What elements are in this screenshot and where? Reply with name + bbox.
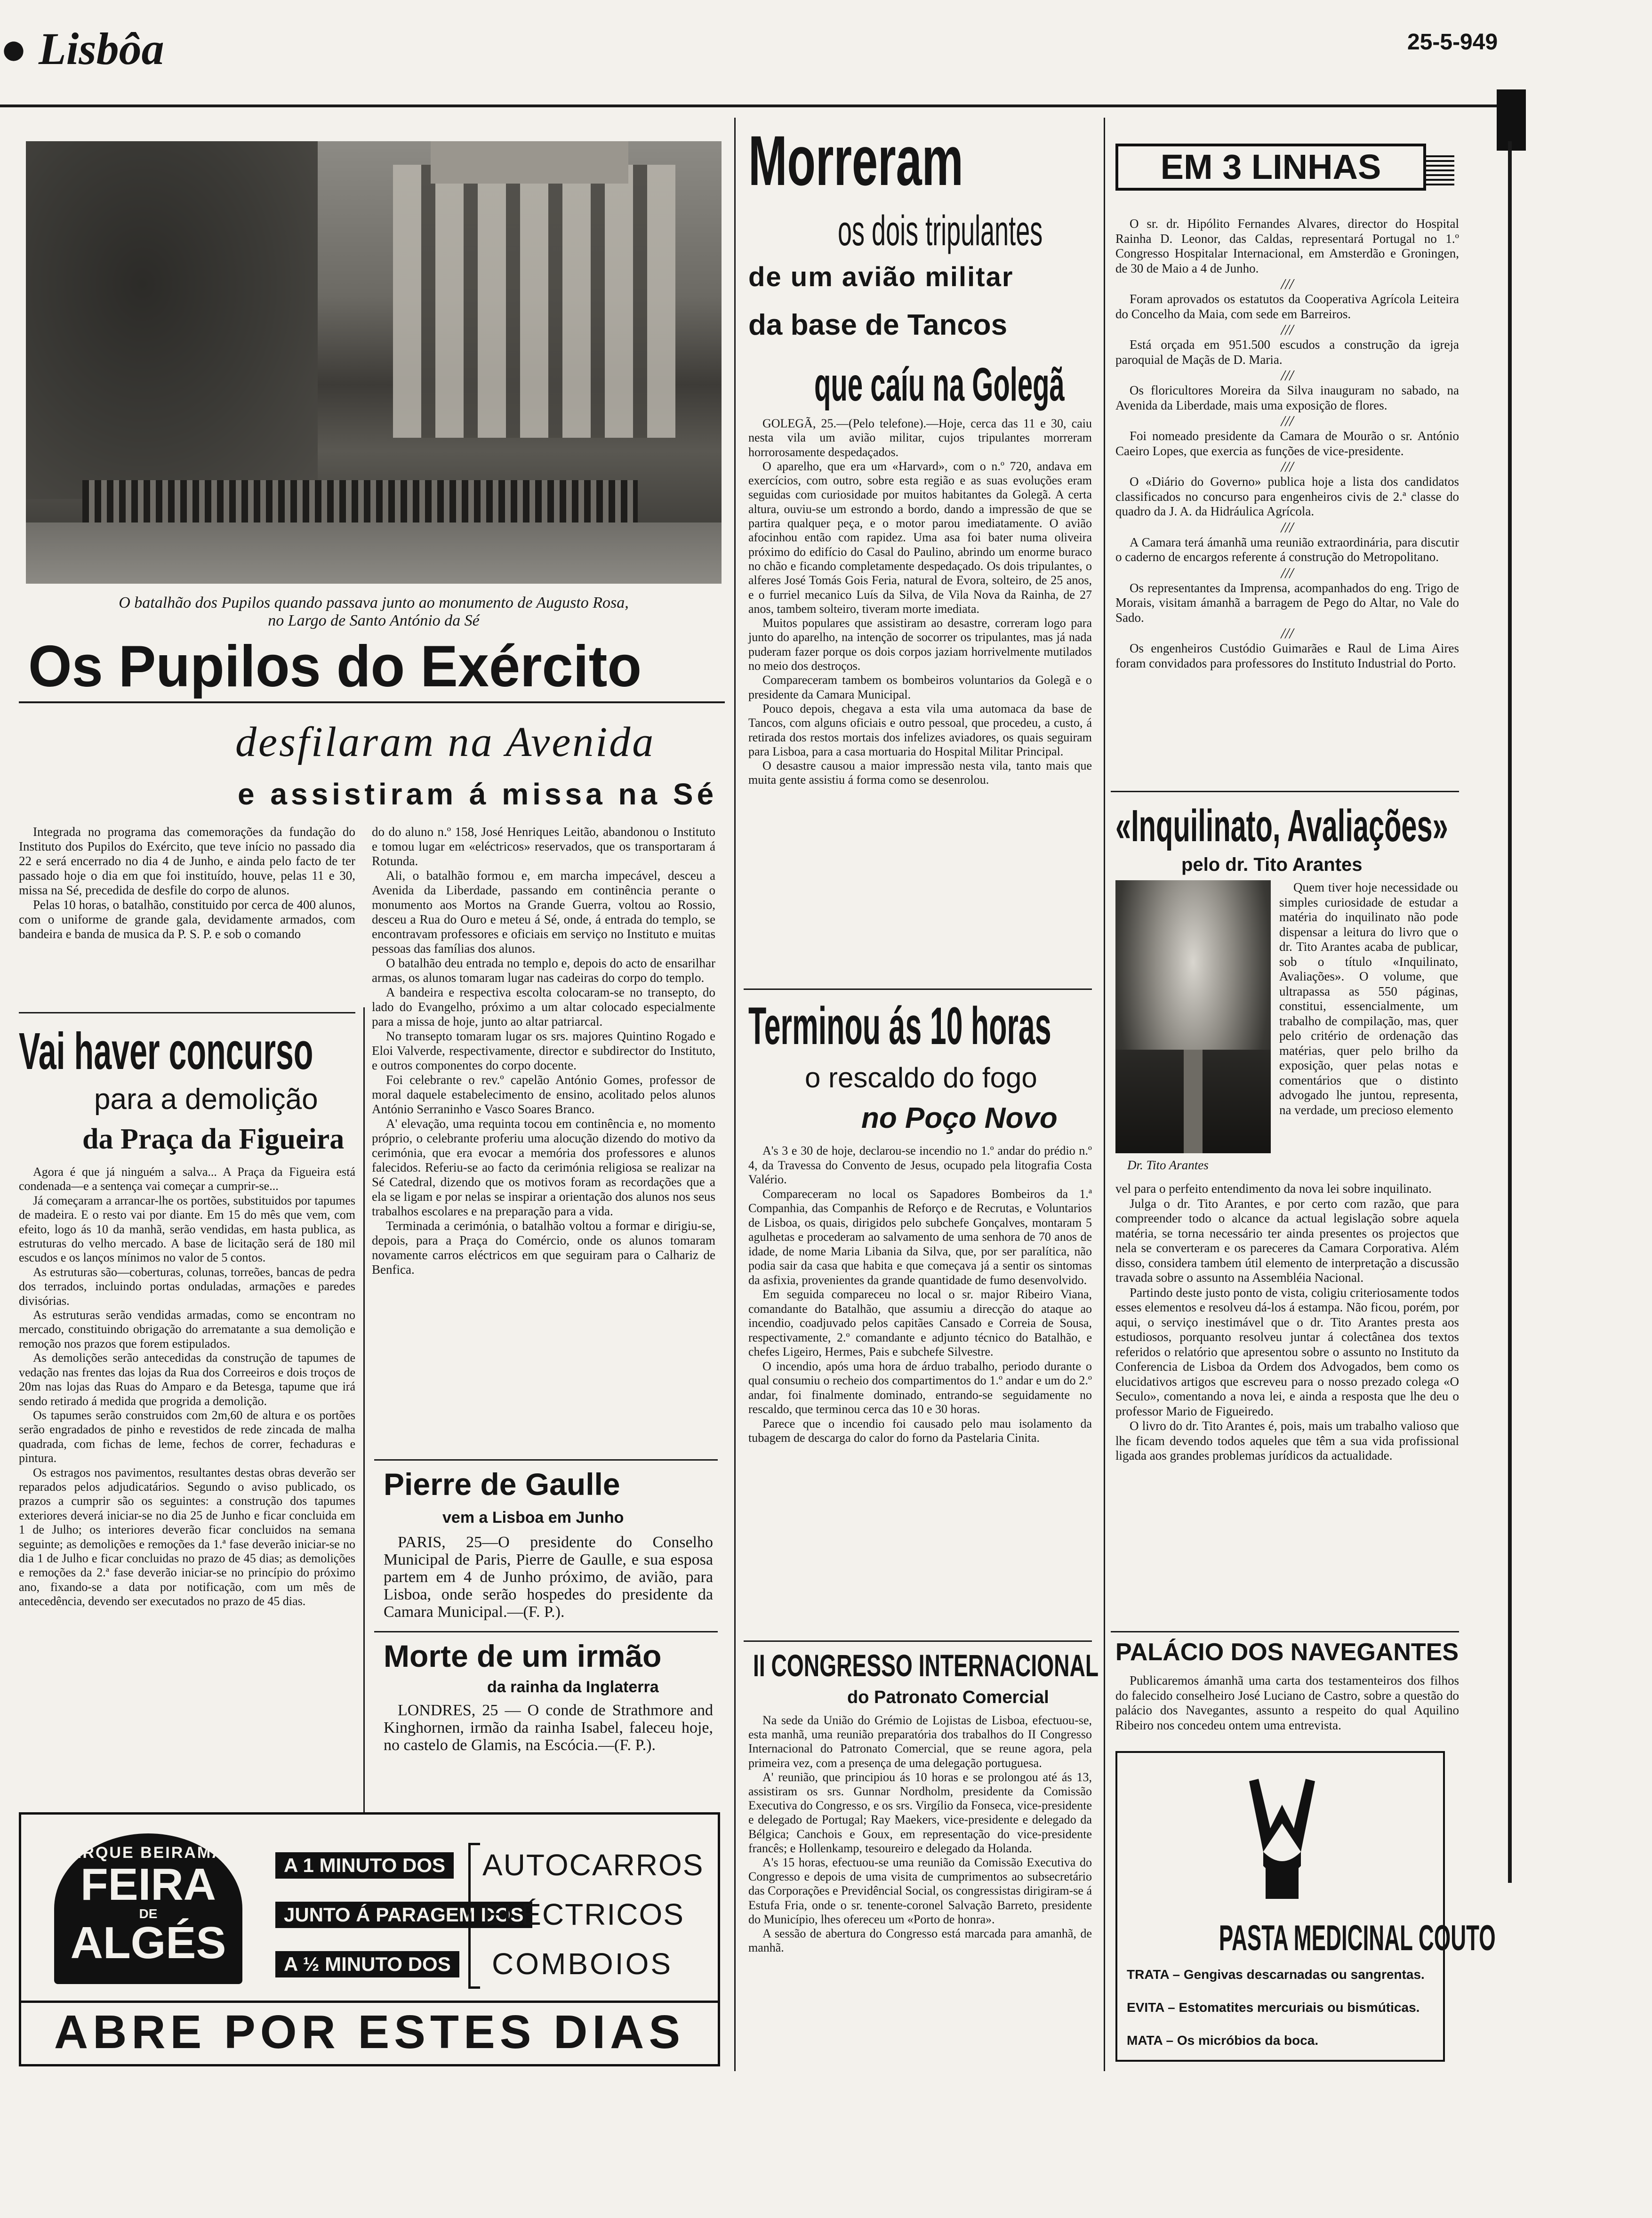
brief-separator: ///	[1281, 518, 1294, 536]
pupilos-subhead-1: desfilaram na Avenida	[235, 719, 656, 765]
brief-item: A Camara terá ámanhã uma reunião extraordinária, para discutir o caderno de encargos referente á construção do Metropolitano.	[1115, 535, 1459, 564]
brief-separator: ///	[1281, 458, 1294, 475]
brief-separator: ///	[1281, 321, 1294, 338]
em3linhas-title-box	[1115, 144, 1426, 191]
inquilinato-headline	[1115, 800, 1459, 852]
concurso-subhead-1: para a demolição	[94, 1083, 318, 1116]
paragraph: Compareceram no local os Sapadores Bombeiros da 1.ª Companhia, das Companhis de Reforço e de Recrutas, e Voluntarios de Lisboa, os quais, dirigidos pelo subchefe Gonçalves, montaram 5 agulhetas e procederam ao salvamento de uma senhora de 70 anos de idade, de nome Maria Libania da Silva, que, por ser paralítica, não podia sair da casa que habita e que começava já a sentir os sintomas da asfixia, provenientes da grande quantidade de fumo desenvolvido.	[748, 1187, 1092, 1287]
paragraph: Pelas 10 horas, o batalhão, constituido por cerca de 400 alunos, com o uniforme de grande gala, devidamente armados, com bandeira e banda de musica da P. S. P. e sob o comando	[19, 898, 355, 941]
ad-feira-row-3-left: A ½ MINUTO DOS	[275, 1951, 459, 1977]
paragraph: Já começaram a arrancar-lhe os portões, substituidos por tapumes de madeira. E o resto vai por diante. Em 15 do mês que vem, com efeito, logo ás 10 da manhã, serão vendidas, em hasta publica, as estruturas do velho mercado. A base de licitação será de 180 mil escudos e os lanços mínimos no valor de 5 contos.	[19, 1193, 355, 1265]
brief-separator: ///	[1281, 412, 1294, 429]
paragraph: Compareceram tambem os bombeiros voluntarios da Golegã e o presidente da Camara Municipal.	[748, 673, 1092, 701]
couto-title-wrap	[1127, 1918, 1496, 1960]
tancos-sub4	[814, 358, 1092, 410]
brief-item: O sr. dr. Hipólito Fernandes Alvares, director do Hospital Rainha D. Leonor, das Caldas, representará Portugal no 1.º Congresso Hospitalar Internacional, em Amsterdão e Groningen, de 30 de Maio a 4 de Junho.	[1115, 217, 1459, 275]
fogo-subhead-1: o rescaldo do fogo	[805, 1062, 1037, 1093]
header-rule	[0, 104, 1497, 107]
inquilinato-headline-text: «Inquilinato, Avaliações»	[1115, 801, 1448, 851]
paragraph: Ali, o batalhão formou e, em marcha impecável, desceu a Avenida da Liberdade, passando em continência perante o monumento aos Mortos na Grande Guerra, voltou ao Rossio, desceu a Rua do Ouro e meteu á Sé, onde, á entrada do templo, se encontravam professores e oficiais em serviço no Instituto e muitas pessoas das famílias dos alunos.	[372, 868, 715, 956]
tancos-sub3: da base de Tancos	[748, 309, 1008, 341]
navegantes-body: Publicaremos ámanhã uma carta dos testamenteiros dos filhos do falecido conselheiro José Luciano de Castro, sobre a questão do palácio dos Navegantes, assunto a respeito do qual Aquilino Ribeiro nos concedeu ontem uma entrevista.	[1115, 1673, 1459, 1732]
paragraph: Os tapumes serão construidos com 2m,60 de altura e os portões serão engradados de pinho e revestidos de rede zincada de malha quadrada, com fichas de leme, fechos de correr, fechaduras e pintura.	[19, 1408, 355, 1465]
paragraph: A' elevação, uma requinta tocou em continência e, no momento próprio, o celebrante proferiu uma alocução dizendo do motivo da cerimónia, que era evocar a memória dos professores e alunos falecidos. Referiu-se ao facto da cerimónia religiosa se realizar na Sé Catedral, dizendo que os motivos foram as recordações que a ela se ligam e por nelas se inspirar a orientação dos alunos nos seus trabalhos escolares e na preparação para a vida.	[372, 1117, 715, 1218]
degaulle-subhead: vem a Lisboa em Junho	[442, 1509, 624, 1527]
em3linhas-items	[1115, 217, 1459, 671]
column-divider	[1104, 118, 1105, 2071]
tancos-headline-text: Morreram	[748, 121, 963, 200]
ad-feira-row-3-right: COMBOIOS	[492, 1947, 673, 1981]
fogo-body	[748, 1144, 1092, 1446]
paragraph: vel para o perfeito entendimento da nova lei sobre inquilinato.	[1115, 1181, 1432, 1196]
paragraph: Na sede da União do Grémio de Lojistas de Lisboa, efectuou-se, esta manhã, uma reunião preparatória dos trabalhos do II Congresso Internacional do Patronato Comercial, que se reune agora, pela primeira vez, com a presença de uma delegação portuguesa.	[748, 1713, 1092, 1770]
couto-line-2	[1127, 2000, 1437, 2015]
ad-feira-alges-name: ALGÉS	[70, 1918, 226, 1968]
pupilos-photo	[26, 141, 722, 584]
tancos-sub1	[838, 207, 1092, 254]
brief-separator: ///	[1281, 367, 1294, 384]
pupilos-subhead-2: e assistiram á missa na Sé	[238, 777, 718, 811]
couto-line-key: TRATA	[1127, 1967, 1169, 1982]
ad-feira-badge	[54, 1833, 242, 1984]
navegantes-rule	[1111, 1631, 1459, 1632]
tito-arantes-caption: Dr. Tito Arantes	[1127, 1158, 1209, 1172]
photo-tree	[26, 141, 318, 499]
pupilos-column-2	[372, 825, 715, 1277]
morte-headline: Morte de um irmão	[384, 1639, 662, 1673]
em3linhas-title: EM 3 LINHAS	[1160, 147, 1381, 186]
ad-feira-feira: FEIRA	[80, 1859, 216, 1910]
fogo-headline	[748, 996, 1092, 1057]
paragraph: O incendio, após uma hora de árduo trabalho, periodo durante o qual consumiu o recheio dos compartimentos do 1.º andar e um do 2.º andar, foi finalmente dominado, entrando-se seguidamente no rescaldo, que terminou cerca das 10 e 30 horas.	[748, 1359, 1092, 1416]
paragraph: Terminada a cerimónia, o batalhão voltou a formar e dirigiu-se, depois, para a Praça do Comércio, onde os alunos tomaram novamente carros eléctricos em que seguiram para o Calhariz de Benfica.	[372, 1219, 715, 1277]
paragraph: As demolições serão antecedidas da construção de tapumes de vedação nas frentes das lojas da Rua dos Correeiros e dois troços de 20m nas lojas das Ruas do Amparo e da Betesga, tapume que irá sendo retirado á medida que progrida a demolição.	[19, 1351, 355, 1408]
paragraph: Partindo deste justo ponto de vista, coligiu criteriosamente todos esses elementos e resolveu dá-los á estampa. Não ficou, porém, por aqui, o serviço inestimável que o dr. Tito Arantes presta aos estudiosos, porquanto resolveu juntar á colectânea dos textos referidos o relatório que apresentou sobre o assunto no Instituto da Conferencia de Lisboa da Ordem dos Advogados, bem como os elucidativos artigos que escreveu para o nosso prezado colega «O Seculo», comentando a nova lei, e ainda a resposta que lhe deu o professor Mario de Figueiredo.	[1115, 1285, 1459, 1418]
paragraph: Os estragos nos pavimentos, resultantes destas obras deverão ser reparados pelos adjudicatários. Segundo o aviso publicado, os prazos a cumprir são os seguintes: a construção dos tapumes exteriores deverá iniciar-se no dia 25 de Junho e ficar concluida em 1 de Julho; os interiores deverão ficar concluidos na semana seguinte; as demolições e remoções da 1.ª fase deverão iniciar-se no dia 1 de Julho e ficar concluidas no prazo de 45 dias; as demolições e remoções da 2.ª fase deverão iniciar-se no princípio do próximo ano, fixando-se a data por notificação, com um mês de antecedência, devendo ser executados no prazo de 45 dias.	[19, 1465, 355, 1608]
ad-pasta-couto	[1115, 1751, 1496, 2062]
pupilos-headline-text: Os Pupilos do Exército	[28, 634, 642, 699]
section-title	[0, 23, 164, 75]
brief-item: Foram aprovados os estatutos da Cooperativa Agrícola Leiteira do Concelho da Maia, com sede em Barreiros.	[1115, 292, 1459, 321]
paragraph: Em seguida compareceu no local o sr. major Ribeiro Viana, comandante do Batalhão, que assumiu a direcção do ataque ao incendio, coadjuvado pelos capitães Cansado e Correia de Sousa, respectivamente, 2.º comandante e adjunto técnico do Batalhão, e chefes Ligeiro, Hermes, Pais e subchefe Silvestre.	[748, 1287, 1092, 1358]
fogo-rule	[744, 988, 1092, 990]
ad-feira-bracket	[468, 1843, 480, 1989]
paragraph: As estruturas serão vendidas armadas, como se encontram no mercado, constituindo obrigação do arrematante a sua demolição e remoção nos prazos que forem estipulados.	[19, 1308, 355, 1350]
tancos-sub2: de um avião militar	[748, 262, 1014, 292]
paragraph: O livro do dr. Tito Arantes é, pois, mais um trabalho valioso que lhe ficam devendo todos aqueles que têm a sua vida profissional ligada aos grandes problemas jurídicos da actualidade.	[1115, 1419, 1459, 1463]
congresso-subhead: do Patronato Comercial	[847, 1688, 1049, 1707]
concurso-rule	[19, 1012, 355, 1013]
concurso-headline	[19, 1021, 355, 1078]
paragraph: O desastre causou a maior impressão nesta vila, tanto mais que muita gente assistiu á forma como se desenrolou.	[748, 759, 1092, 787]
pupilos-headline	[28, 633, 725, 699]
paragraph: O aparelho, que era um «Harvard», com o n.º 720, andava em exercícios, com outro, sobre esta região e as suas evoluções eram seguidas com curiosidade por muitos habitantes da Golegã. A certa altura, ouviu-se um estrondo a bordo, dando a impressão de que se partira qualquer peça, e o motor parou imediatamente. O avião afocinhou então com rapidez. Uma asa foi bater numa oliveira próximo do edifício do Casal do Paulino, abrindo um enorme buraco no chão e ficando completamente despedaçado. Os dois tripulantes, o alferes José Tomás Gois Feria, natural de Evora, solteiro, de 25 anos, e o furriel mecanico Luís da Silva, de Vila Nova da Rainha, de 27 anos, tambem solteiro, tiveram morte imediata.	[748, 459, 1092, 616]
inquilinato-subhead: pelo dr. Tito Arantes	[1181, 854, 1363, 875]
tancos-body	[748, 417, 1092, 788]
couto-line-3	[1127, 2033, 1437, 2048]
pupilos-rule	[19, 701, 725, 703]
fogo-subhead-2: no Poço Novo	[861, 1102, 1058, 1134]
inquilinato-side-text: Quem tiver hoje necessidade ou simples curiosidade de estudar a matéria do inquilinato não pode dispensar a leitura do livro que o dr. Tito Arantes acaba de publicar, sob o título «Inquilinato, Avaliações». O volume, que ultrapassa as 550 páginas, constitui, essencialmente, um trabalho de compilação, mas, quer pelo critério de ordenação das matérias, quer pelo brilho da exposição, quer pelas notas e comentários que o distinto advogado lhe juntou, representa, na verdade, um precioso elemento	[1279, 880, 1458, 1117]
column-divider	[734, 118, 736, 2071]
pupilos-column-1	[19, 825, 355, 941]
paragraph: A's 15 horas, efectuou-se uma reunião da Comissão Executiva do Congresso e depois de uma visita de cumprimentos ao subsecretário das Corporações e Previdêncial Social, os congressistas dirigiram-se á Estufa Fria, onde o sr. tenente-coronel Salvação Barreto, presidente do Município, lhes ofereceu um «Porto de honra».	[748, 1856, 1092, 1926]
tito-arantes-portrait	[1115, 880, 1271, 1153]
couto-line-value: – Os micróbios da boca.	[1166, 2033, 1319, 2048]
paragraph: A sessão de abertura do Congresso está marcada para amanhã, de manhã.	[748, 1927, 1092, 1955]
morte-body: LONDRES, 25 — O conde de Strathmore and Kinghornen, irmão da rainha Isabel, faleceu hoje, no castelo de Glamis, na Escócia.—(F. P.).	[384, 1702, 713, 1754]
tancos-headline	[748, 120, 1078, 200]
tooth-icon	[1235, 1772, 1329, 1904]
paragraph: GOLEGÃ, 25.—(Pelo telefone).—Hoje, cerca das 11 e 30, caiu nesta vila um avião militar, cujos tripulantes morreram horrorosamente despedaçados.	[748, 417, 1092, 459]
morte-subhead: da rainha da Inglaterra	[487, 1678, 659, 1696]
photo-roof	[431, 141, 628, 184]
paragraph: Integrada no programa das comemorações da fundação do Instituto dos Pupilos do Exército, que teve início no passado dia 22 e será encerrado no dia 4 de Junho, e ainda pelo facto de ter passado hoje o dia em que foi instituído, houve, pelas 11 e 30, missa na Sé, precedida de desfile do corpo de alunos.	[19, 825, 355, 897]
couto-line-key: EVITA	[1127, 2000, 1164, 2015]
ad-feira-divider	[21, 2001, 718, 2003]
congresso-headline-text: II CONGRESSO INTERNACIONAL	[753, 1648, 1099, 1683]
concurso-headline-text: Vai haver concurso	[19, 1022, 313, 1080]
brief-separator: ///	[1281, 564, 1294, 581]
couto-line-value: – Gengivas descarnadas ou sangrentas.	[1172, 1967, 1425, 1982]
congresso-headline	[753, 1647, 1099, 1685]
paragraph: Parece que o incendio foi causado pelo mau isolamento da tubagem de descarga do calor do forno da Pastelaria Cinita.	[748, 1416, 1092, 1445]
paragraph: Foi celebrante o rev.º capelão António Gomes, professor de moral daquele estabelecimento de ensino, acolitado pelos alunos António Serraninho e Vasco Soares Branco.	[372, 1073, 715, 1116]
paragraph: Pouco depois, chegava a esta vila uma automaca da base de Tancos, com alguns oficiais e outro pessoal, que procedeu, a custo, á retirada dos restos mortais dos infelizes aviadores, os quais seguiram para Lisboa, para a casa mortuaria do Hospital Militar Principal.	[748, 701, 1092, 758]
paragraph: No transepto tomaram lugar os srs. majores Quintino Rogado e Eloi Valverde, respectivamente, director e subdirector do Instituto, e outros componentes do corpo docente.	[372, 1029, 715, 1072]
paragraph: do do aluno n.º 158, José Henriques Leitão, abandonou o Instituto e tomou lugar em «eléctricos» reservados, que os transportaram á Rotunda.	[372, 825, 715, 868]
brief-item: Foi nomeado presidente da Camara de Mourão o sr. António Caeiro Lopes, que exercia as funções de vice-presidente.	[1115, 429, 1459, 458]
paragraph: A bandeira e respectiva escolta colocaram-se no transepto, do lado do Evangelho, próximo a um altar colocado especialmente para a missa de hoje, junto ao altar patriarcal.	[372, 985, 715, 1029]
right-margin-line	[1508, 141, 1512, 1883]
ad-feira-row-1-left: A 1 MINUTO DOS	[275, 1852, 454, 1879]
photo-building	[393, 165, 675, 438]
brief-separator: ///	[1281, 625, 1294, 642]
tancos-sub1-text: os dois tripulantes	[838, 208, 1043, 255]
portrait-tie	[1184, 1050, 1203, 1153]
ad-feira-alges	[19, 1812, 720, 2066]
paragraph: O batalhão deu entrada no templo e, depois do acto de ensarilhar armas, os alunos tomaram lugar nas cadeiras do corpo do templo.	[372, 956, 715, 985]
inquilinato-body	[1115, 1181, 1459, 1463]
ad-feira-footer: ABRE POR ESTES DIAS	[54, 2006, 685, 2058]
ad-feira-row-2-left: JUNTO Á PARAGEM DOS	[275, 1902, 532, 1928]
section-name: Lisbôa	[38, 24, 164, 74]
brief-item: Os engenheiros Custódio Guimarães e Raul de Lima Aires foram convidados para professores do Instituto Industrial do Porto.	[1115, 641, 1459, 670]
column-divider	[363, 1007, 365, 1822]
em3linhas-title-stripes	[1426, 155, 1454, 188]
paragraph: As estruturas são—coberturas, colunas, torreões, bancas de pedra dos terrados, incluindo portas onduladas, armações e paredes divisórias.	[19, 1265, 355, 1308]
page-date: 25-5-949	[1407, 30, 1498, 55]
couto-line-1	[1127, 1967, 1437, 1982]
couto-line-value: – Estomatites mercuriais ou bismúticas.	[1168, 2000, 1420, 2015]
ad-feira-de: DE	[139, 1906, 158, 1921]
ad-feira-row-2-right: ELÉCTRICOS	[482, 1897, 684, 1931]
caption-line-1: O batalhão dos Pupilos quando passava junto ao monumento de Augusto Rosa,	[119, 594, 629, 611]
brief-item: Os representantes da Imprensa, acompanhados do eng. Trigo de Morais, visitam ámanhã a barragem de Pego do Altar, no Vale do Sado.	[1115, 580, 1459, 625]
navegantes-headline: PALÁCIO DOS NAVEGANTES	[1115, 1639, 1459, 1666]
paragraph: Muitos populares que assistiram ao desastre, correram logo para junto do aparelho, na intenção de socorrer os tripulantes, mas já nada puderam fazer porque os dois corpos jaziam horrivelmente mutilados no meio dos destroços.	[748, 616, 1092, 673]
brief-item: Os floricultores Moreira da Silva inauguram no sabado, na Avenida da Liberdade, mais uma exposição de flores.	[1115, 383, 1459, 412]
morte-rule	[374, 1631, 718, 1632]
concurso-body	[19, 1165, 355, 1609]
couto-title: PASTA MEDICINAL COUTO	[1219, 1918, 1496, 1958]
congresso-rule	[744, 1640, 1092, 1642]
couto-line-key: MATA	[1127, 2033, 1163, 2048]
ad-feira-arc: PARQUE BEIRAMAR	[58, 1844, 238, 1862]
caption-line-2: no Largo de Santo António da Sé	[268, 612, 480, 629]
brief-item: O «Diário do Governo» publica hoje a lista dos candidatos classificados no concurso para engenheiros civis de 2.ª classe do quadro da J. A. da Hidráulica Agrícola.	[1115, 474, 1459, 518]
ad-feira-row-1-right: AUTOCARROS	[482, 1848, 704, 1882]
photo-troops	[82, 480, 638, 522]
degaulle-rule	[374, 1459, 718, 1461]
brief-item: Está orçada em 951.500 escudos a construção da igreja paroquial de Maçãs de D. Maria.	[1115, 338, 1459, 367]
pupilos-photo-caption	[26, 594, 722, 630]
paragraph: A' reunião, que principiou ás 10 horas e se prolongou até ás 13, assistiram os srs. Gunnar Nordholm, presidente da Comissão Executiva do Congresso, e os srs. Virgílio da Fonseca, vice-presidente e delegado de Portugal; Ray Maekers, vice-presidente e delegado da Bélgica; Canchois e Goux, em representação do vice-presidente francês; e Hollenkamp, tesoureiro e delegado da Holanda.	[748, 1770, 1092, 1855]
fogo-headline-text: Terminou ás 10 horas	[748, 996, 1051, 1055]
degaulle-headline: Pierre de Gaulle	[384, 1467, 620, 1502]
degaulle-body: PARIS, 25—O presidente do Conselho Municipal de Paris, Pierre de Gaulle, e sua esposa partem em 4 de Junho próximo, de avião, para Lisboa, onde serão hospedes do presidente da Camara Municipal.—(F. P.).	[384, 1534, 713, 1621]
paragraph: Julga o dr. Tito Arantes, e por certo com razão, que para compreender todo o alcance da actual legislação sobre aquela matéria, se torna necessário ter ainda presentes os projectos que nela se converteram e os pareceres da Camara Corporativa. Além disso, considera tambem útil elemento de interpretação a discussão travada sobre o assunto na Assembléia Nacional.	[1115, 1196, 1459, 1285]
congresso-body	[748, 1713, 1092, 1955]
photo-street	[26, 522, 722, 584]
concurso-subhead-2: da Praça da Figueira	[82, 1123, 345, 1155]
inquilinato-rule	[1111, 791, 1459, 792]
tancos-sub4-text: que caíu na Golegã	[814, 358, 1065, 411]
paragraph: A's 3 e 30 de hoje, declarou-se incendio no 1.º andar do prédio n.º 4, da Travessa do Convento de Jesus, ocupado pela litografia Costa Valério.	[748, 1144, 1092, 1186]
brief-separator: ///	[1281, 275, 1294, 292]
bullet-icon: ●	[0, 24, 27, 74]
paragraph: Agora é que já ninguém a salva... A Praça da Figueira está condenada—e a sentença vai começar a cumprir-se...	[19, 1165, 355, 1193]
